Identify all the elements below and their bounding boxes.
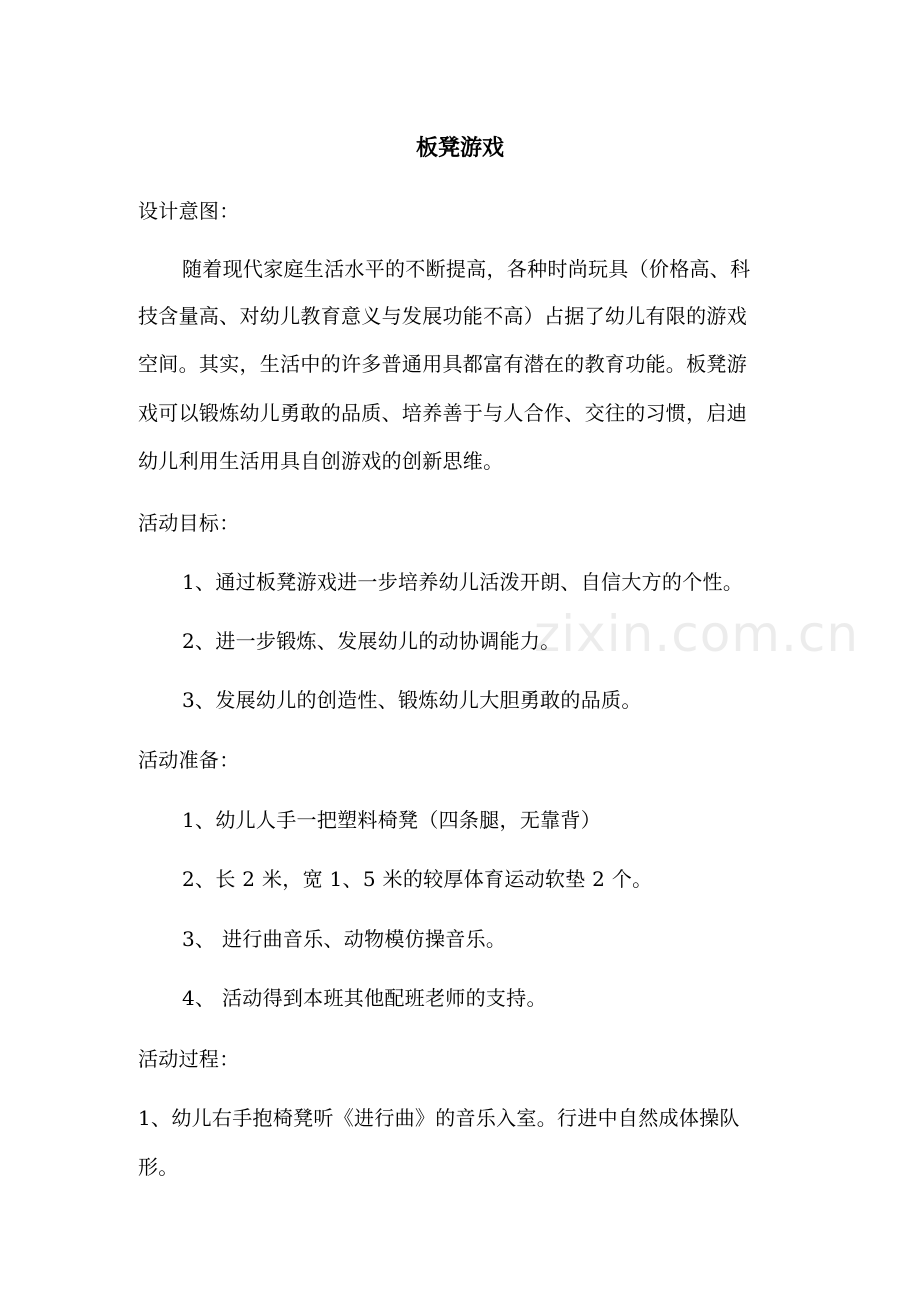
design-intent-line-4: 戏可以锻炼幼儿勇敢的品质、培养善于与人合作、交往的习惯，启迪 bbox=[138, 401, 747, 425]
goal-item-2: 2、进一步锻炼、发展幼儿的动协调能力。 bbox=[182, 629, 561, 653]
design-intent-line-2: 技含量高、对幼儿教育意义与发展功能不高）占据了幼儿有限的游戏 bbox=[138, 304, 747, 328]
goal-item-1: 1、通过板凳游戏进一步培养幼儿活泼开朗、自信大方的个性。 bbox=[182, 570, 744, 594]
preparation-item-2: 2、长 2 米，宽 1、5 米的较厚体育运动软垫 2 个。 bbox=[182, 867, 653, 891]
process-line-1: 1、幼儿右手抱椅凳听《进行曲》的音乐入室。行进中自然成体操队 bbox=[138, 1106, 740, 1130]
design-intent-line-3: 空间。其实，生活中的许多普通用具都富有潜在的教育功能。板凳游 bbox=[138, 352, 747, 376]
watermark: zixin.com.cn bbox=[534, 605, 860, 663]
process-heading: 活动过程： bbox=[138, 1047, 240, 1071]
design-intent-line-5: 幼儿利用生活用具自创游戏的创新思维。 bbox=[138, 449, 504, 473]
document-title: 板凳游戏 bbox=[415, 135, 504, 161]
design-intent-heading: 设计意图： bbox=[138, 199, 240, 223]
preparation-item-3: 3、 进行曲音乐、动物模仿操音乐。 bbox=[182, 927, 507, 951]
preparation-item-4: 4、 活动得到本班其他配班老师的支持。 bbox=[182, 986, 547, 1010]
process-line-2: 形。 bbox=[138, 1155, 179, 1179]
design-intent-line-1: 随着现代家庭生活水平的不断提高，各种时尚玩具（价格高、科 bbox=[182, 257, 751, 281]
goals-heading: 活动目标： bbox=[138, 511, 240, 535]
preparation-heading: 活动准备： bbox=[138, 748, 240, 772]
goal-item-3: 3、发展幼儿的创造性、锻炼幼儿大胆勇敢的品质。 bbox=[182, 688, 642, 712]
preparation-item-1: 1、幼儿人手一把塑料椅凳（四条腿，无靠背） bbox=[182, 808, 602, 832]
